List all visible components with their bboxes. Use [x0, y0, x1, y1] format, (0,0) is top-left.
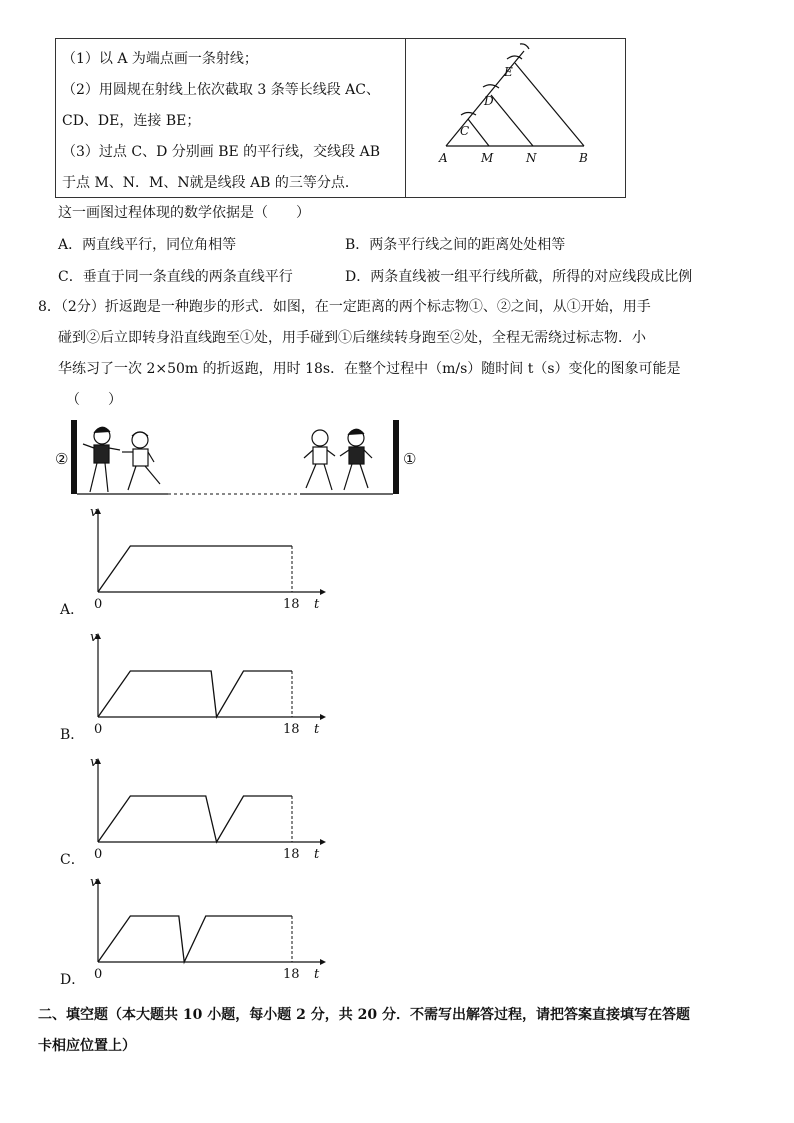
step-2a: （2）用圆规在射线上依次截取 3 条等长线段 AC、: [62, 82, 380, 98]
x-axis-arrow: [320, 839, 326, 845]
q7-option-d: D．两条直线被一组平行线所截，所得的对应线段成比例: [345, 269, 693, 285]
label-M: M: [481, 151, 494, 165]
runner-icon: [340, 429, 372, 490]
x-axis-arrow: [320, 714, 326, 720]
graph-option-a: [58, 500, 338, 618]
section-2-heading-cont: 卡相应位置上）: [38, 1038, 136, 1054]
velocity-curve: [98, 671, 292, 717]
option-letter: B．: [60, 727, 85, 743]
q8-line-1: 8．（2分）折返跑是一种跑步的形式．如图，在一定距离的两个标志物①、②之间，从①开始，用手: [38, 299, 651, 315]
left-marker-post: [71, 420, 77, 494]
marker-left-label: ②: [55, 450, 69, 468]
x-axis-label: t: [314, 722, 320, 737]
label-E: E: [504, 65, 513, 79]
label-N: N: [526, 151, 537, 165]
trisection-figure: [406, 39, 625, 197]
origin-label: 0: [94, 967, 103, 982]
y-axis-label: v: [90, 755, 98, 770]
label-A: A: [439, 151, 448, 165]
origin-label: 0: [94, 597, 103, 612]
label-B: B: [579, 151, 588, 165]
velocity-curve: [98, 916, 292, 962]
y-axis-label: v: [90, 630, 98, 645]
right-marker-post: [393, 420, 399, 494]
origin-label: 0: [94, 847, 103, 862]
step-3a: （3）过点 C、D 分别画 BE 的平行线，交线段 AB: [62, 144, 380, 160]
construction-box: [55, 38, 626, 198]
step-3b: 于点 M、N．M、N就是线段 AB 的三等分点．: [62, 175, 359, 191]
option-letter: D．: [60, 972, 86, 988]
q8-line-2: 碰到②后立即转身沿直线跑至①处，用手碰到①后继续转身跑至②处，全程无需绕过标志物．小: [58, 330, 646, 346]
tick-label-18: 18: [283, 967, 300, 982]
graph-option-d: [58, 870, 338, 988]
q7-option-b: B．两条平行线之间的距离处处相等: [345, 237, 566, 253]
runner-icon: [83, 427, 120, 492]
runner-icon: [122, 432, 160, 490]
y-axis-label: v: [90, 505, 98, 520]
marker-right-label: ①: [403, 450, 417, 468]
q8-line-3: 华练习了一次 2×50m 的折返跑，用时 18s．在整个过程中（m/s）随时间 t（s）变化的图象可能是: [58, 361, 681, 377]
x-axis-label: t: [314, 597, 320, 612]
tick-label-18: 18: [283, 597, 300, 612]
x-axis-label: t: [314, 847, 320, 862]
label-D: D: [484, 94, 494, 108]
section-2-heading: 二、填空题（本大题共 10 小题，每小题 2 分，共 20 分．不需写出解答过程，请把答案直接填写在答题: [38, 1007, 690, 1023]
x-axis-arrow: [320, 589, 326, 595]
label-C: C: [460, 124, 470, 138]
q7-option-a: A．两直线平行，同位角相等: [58, 237, 237, 253]
q7-option-c: C．垂直于同一条直线的两条直线平行: [58, 269, 293, 285]
option-letter: C．: [60, 852, 85, 868]
q7-prompt: 这一画图过程体现的数学依据是（ ）: [58, 205, 310, 221]
graph-option-b: [58, 625, 338, 743]
velocity-curve: [98, 796, 292, 842]
runner-icon: [304, 430, 335, 490]
graph-option-c: [58, 750, 338, 868]
shuttle-run-illustration: [50, 414, 430, 498]
velocity-curve: [98, 546, 292, 592]
tick-label-18: 18: [283, 847, 300, 862]
y-axis-label: v: [90, 875, 98, 890]
q8-line-4: （ ）: [66, 392, 122, 408]
tick-label-18: 18: [283, 722, 300, 737]
step-2b: CD、DE，连接 BE；: [62, 113, 201, 129]
origin-label: 0: [94, 722, 103, 737]
option-letter: A．: [60, 602, 85, 618]
step-1: （1）以 A 为端点画一条射线；: [62, 51, 258, 67]
x-axis-label: t: [314, 967, 320, 982]
x-axis-arrow: [320, 959, 326, 965]
